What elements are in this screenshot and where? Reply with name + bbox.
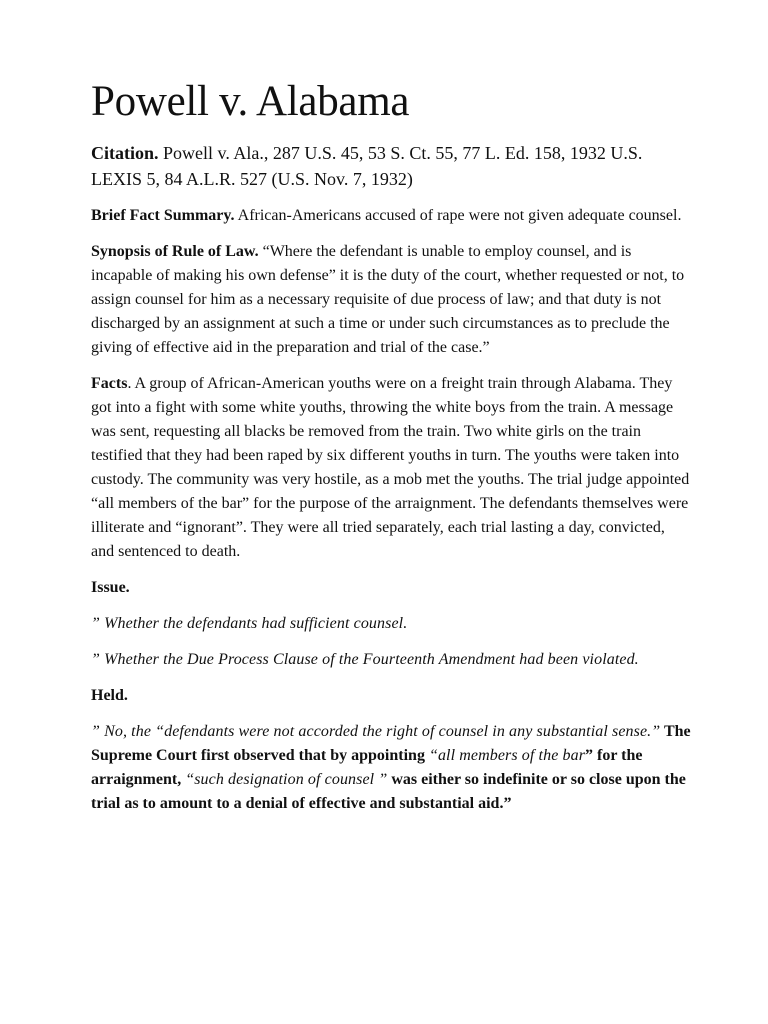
facts-paragraph (91, 372, 691, 564)
issue-heading: Issue. (91, 579, 130, 596)
issue-item: ” Whether the defendants had sufficient counsel. (91, 615, 408, 632)
held-heading: Held. (91, 687, 128, 704)
brief-fact-summary-label: Brief Fact Summary. (91, 207, 235, 224)
citation-paragraph (91, 140, 691, 192)
facts-text: . A group of African-American youths were on a freight train through Alabama. They got into a fight with some white youths, throwing the white boys from the train. A message was sent, requesting all blacks be removed from the train. Two white girls on the train testified that they had been raped by six different youths in turn. The youths were taken into custody. The community was very hostile, as a mob met the youths. The trial judge appointed “all members of the bar” for the purpose of the arraignment. The defendants themselves were illiterate and “ignorant”. They were all tried separately, each trial lasting a day, convicted, and sentenced to death. (91, 375, 690, 560)
brief-fact-summary-paragraph (91, 204, 691, 228)
held-quote-opening: ” No, the “defendants were not accorded the right of counsel in any substantial sense.” (91, 723, 661, 740)
issue-item: ” Whether the Due Process Clause of the Fourteenth Amendment had been violated. (91, 651, 639, 668)
citation-label: Citation. (91, 143, 159, 163)
case-brief (91, 74, 691, 816)
held-text-1: The Supreme Court first observed that by appointing (91, 723, 691, 764)
synopsis-label: Synopsis of Rule of Law. (91, 243, 259, 260)
synopsis-paragraph (91, 240, 691, 360)
held-text-2: ” for the arraignment, (91, 747, 643, 788)
held-quote-bar: “all members of the bar (428, 747, 586, 764)
synopsis-text: “Where the defendant is unable to employ counsel, and is incapable of making his own defense” it is the duty of the court, whether requested or not, to assign counsel for him as a necessary requisite of due process of law; and that duty is not discharged by an assignment at such a time or under such circumstances as to preclude the giving of effective aid in the preparation and trial of the case.” (91, 243, 685, 356)
facts-label: Facts (91, 375, 128, 392)
brief-fact-summary-text: African-Americans accused of rape were not given adequate counsel. (234, 207, 682, 224)
held-text-3: was either so indefinite or so close upon the trial as to amount to a denial of effective and substantial aid.” (91, 771, 686, 812)
held-quote-designation: “such designation of counsel ” (185, 771, 388, 788)
page-title: Powell v. Alabama (91, 78, 410, 125)
citation-text: Powell v. Ala., 287 U.S. 45, 53 S. Ct. 55, 77 L. Ed. 158, 1932 U.S. LEXIS 5, 84 A.L.R. 527 (U.S. Nov. 7, 1932) (91, 143, 643, 189)
held-paragraph (91, 720, 691, 816)
